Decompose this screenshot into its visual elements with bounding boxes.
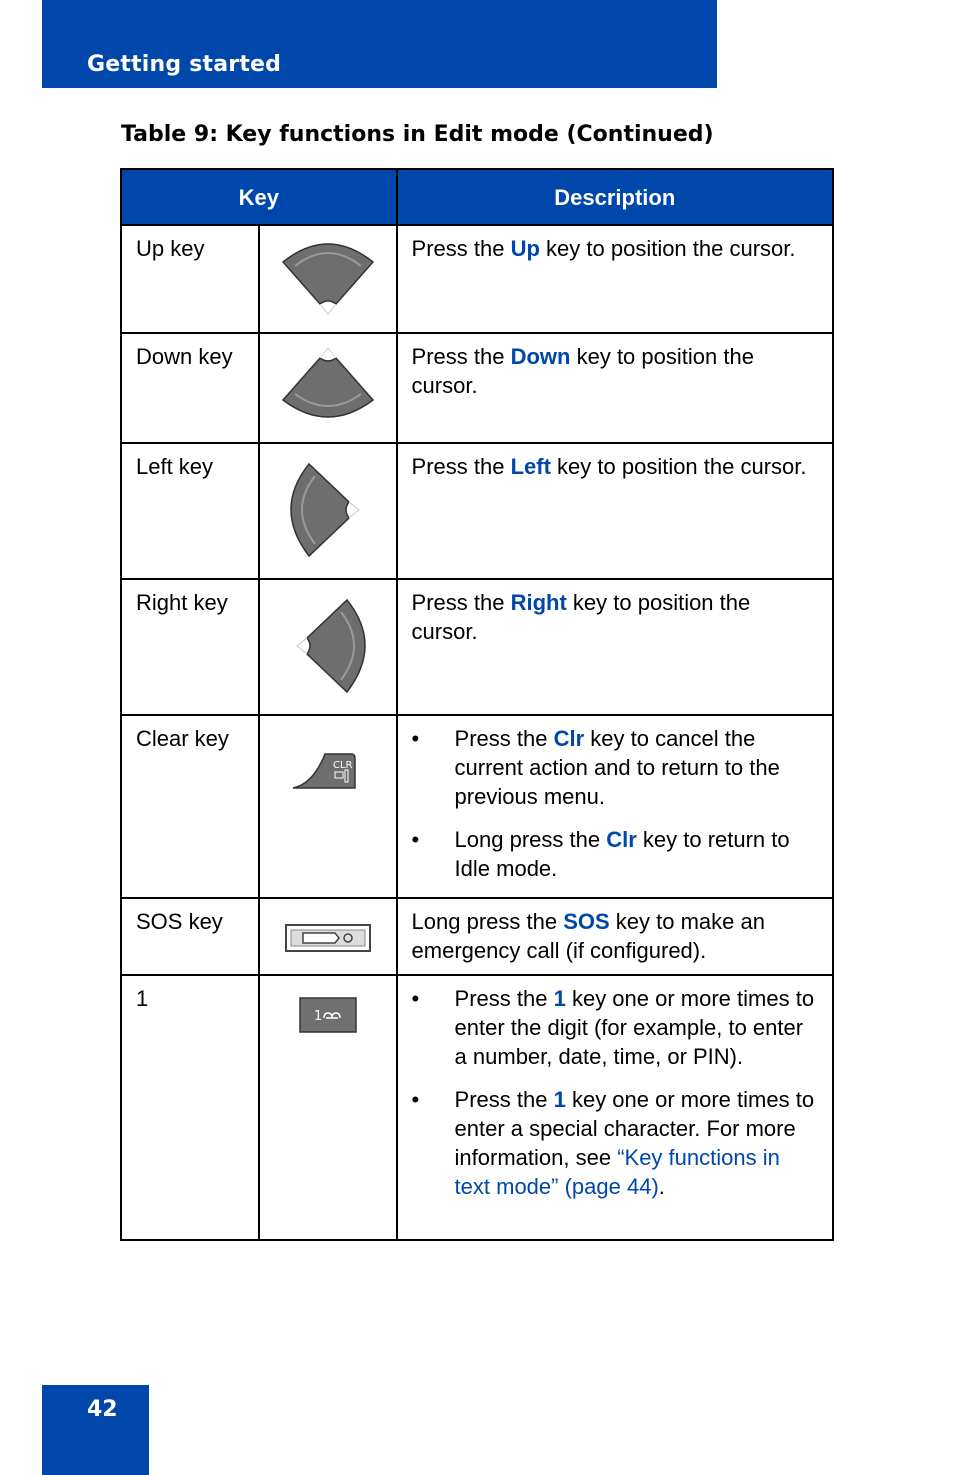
key-name: Clear key — [121, 715, 259, 898]
bullet: • — [411, 986, 420, 1011]
desc-text: Press the — [411, 590, 511, 615]
sos-key-icon — [259, 898, 397, 975]
desc-text: Press the — [454, 1087, 554, 1112]
bullet: • — [411, 726, 420, 751]
bullet: • — [411, 1087, 420, 1112]
desc-text: Long press the — [454, 827, 607, 852]
desc-text: key one or more times to enter a special character. For more information, see — [454, 1087, 815, 1170]
desc-text: key to position the cursor. — [411, 590, 751, 644]
header-key: Key — [121, 169, 397, 225]
list-item — [412, 825, 818, 883]
desc-text: key to cancel the current action and to return to the previous menu. — [454, 726, 780, 809]
down-key-icon — [259, 333, 397, 443]
desc-text: Press the — [411, 236, 511, 261]
description — [397, 333, 833, 443]
header-description: Description — [397, 169, 833, 225]
keyword: SOS — [563, 909, 610, 934]
one-key-icon — [259, 975, 397, 1240]
description — [397, 898, 833, 975]
list-item — [412, 724, 818, 811]
key-functions-table — [120, 168, 834, 1241]
clear-key-icon — [259, 715, 397, 898]
bullet: • — [411, 827, 420, 852]
footer-band — [42, 1385, 149, 1475]
table-row — [121, 579, 833, 715]
table-row — [121, 333, 833, 443]
description — [397, 715, 833, 898]
description — [397, 579, 833, 715]
desc-text: key to position the cursor. — [411, 344, 754, 398]
desc-text: . — [658, 1174, 665, 1199]
desc-text: key to position the cursor. — [539, 236, 796, 261]
key-name: SOS key — [121, 898, 259, 975]
page-number: 42 — [87, 1397, 118, 1422]
desc-text: Long press the — [411, 909, 564, 934]
clear-key-label: CLR — [332, 760, 353, 771]
section-title: Getting started — [87, 52, 282, 77]
desc-text: Press the — [411, 344, 511, 369]
table-header-row — [121, 169, 833, 225]
desc-text: key to make an emergency call (if configured). — [411, 909, 765, 963]
desc-text: key to return to Idle mode. — [454, 827, 790, 881]
keyword: Clr — [606, 827, 637, 852]
description — [397, 225, 833, 333]
header-band — [42, 0, 717, 88]
keyword: Up — [510, 236, 540, 261]
left-key-icon — [259, 443, 397, 579]
desc-text: key to position the cursor. — [550, 454, 807, 479]
table-row — [121, 715, 833, 898]
one-key-label: 1 — [313, 1009, 322, 1024]
desc-text: Press the — [454, 986, 554, 1011]
right-key-icon — [259, 579, 397, 715]
key-name: 1 — [121, 975, 259, 1240]
list-item — [412, 984, 818, 1071]
cross-reference-link[interactable]: “Key functions in text mode” (page 44) — [454, 1145, 780, 1199]
list-item — [412, 1085, 818, 1201]
keyword: Clr — [553, 726, 585, 751]
desc-text: Press the — [411, 454, 511, 479]
description — [397, 975, 833, 1240]
keyword: Left — [510, 454, 551, 479]
desc-text: Press the — [454, 726, 554, 751]
key-name: Left key — [121, 443, 259, 579]
description — [397, 443, 833, 579]
table-row — [121, 898, 833, 975]
desc-text: key one or more times to enter the digit (for example, to enter a number, date, time, or PIN). — [454, 986, 815, 1069]
table-title: Table 9: Key functions in Edit mode (Continued) — [121, 122, 714, 147]
keyword: 1 — [553, 1087, 566, 1112]
keyword: Right — [510, 590, 567, 615]
key-name: Down key — [121, 333, 259, 443]
table-row — [121, 225, 833, 333]
keyword: 1 — [553, 986, 566, 1011]
up-key-icon — [259, 225, 397, 333]
key-name: Right key — [121, 579, 259, 715]
table-row — [121, 975, 833, 1240]
table-row — [121, 443, 833, 579]
key-name: Up key — [121, 225, 259, 333]
keyword: Down — [510, 344, 571, 369]
